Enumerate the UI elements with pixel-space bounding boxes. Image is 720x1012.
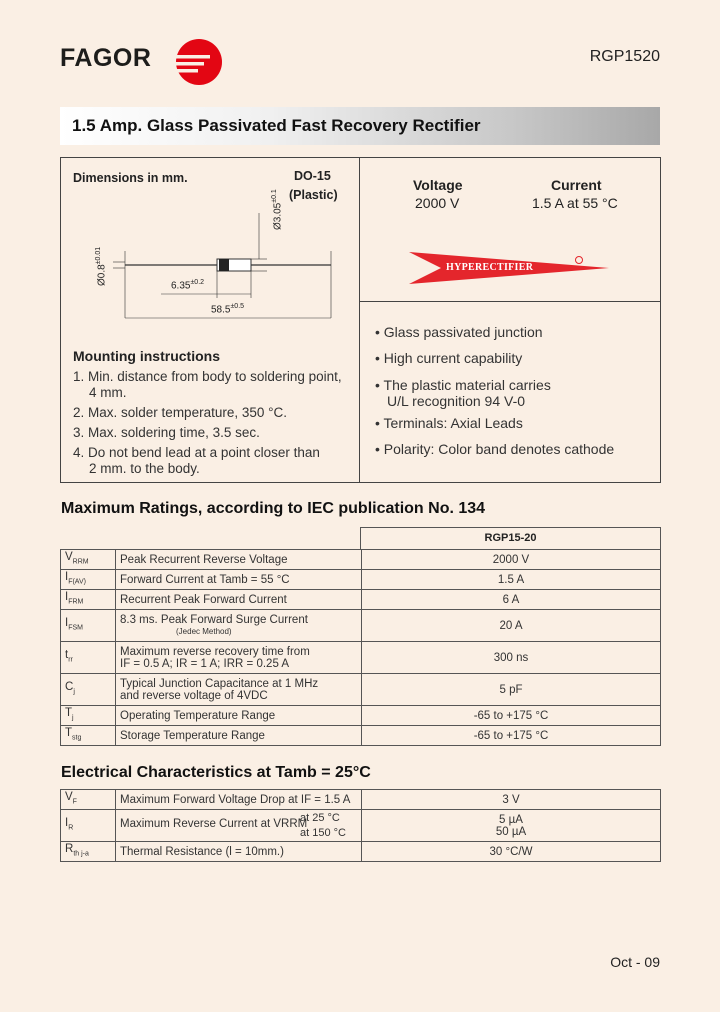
mounting-item: 3. Max. soldering time, 3.5 sec. — [73, 425, 260, 440]
mounting-item-cont: 2 mm. to the body. — [89, 461, 200, 476]
voltage-value: 2000 V — [415, 195, 460, 211]
package-name: DO-15 — [294, 169, 331, 183]
table-row: $I_R$ Maximum Reverse Current at VRRM at 25 °C at 150 °C 5 µA 50 µA — [61, 810, 661, 842]
table-row: $I_{FRM}$ Recurrent Peak Forward Current 6 A — [61, 590, 661, 610]
mounting-item: 2. Max. solder temperature, 350 °C. — [73, 405, 288, 420]
feature-item-cont: U/L recognition 94 V-0 — [387, 393, 526, 409]
mounting-list — [73, 369, 342, 477]
table-row: $C_j$ Typical Junction Capacitance at 1 MHz and reverse voltage of 4VDC 5 pF — [61, 674, 661, 706]
total-length-tol: ±0.5 — [230, 303, 245, 310]
mounting-title: Mounting instructions — [73, 348, 220, 364]
voltage-label: Voltage — [413, 177, 463, 193]
lead-diameter-tol: ±0.01 — [95, 246, 102, 265]
feature-item: • Glass passivated junction — [375, 324, 543, 340]
table-row: $V_{RRM}$ Peak Recurrent Reverse Voltage 2000 V — [61, 550, 661, 570]
table-row: $T_j$ Operating Temperature Range -65 to +175 °C — [61, 706, 661, 726]
feature-item: • Polarity: Color band denotes cathode — [375, 441, 615, 457]
max-ratings-title: Maximum Ratings, according to IEC publication No. 134 — [61, 500, 486, 517]
lead-diameter-dim: Ø0.8 — [96, 264, 108, 286]
body-length-tol: ±0.2 — [190, 279, 205, 286]
brand-name: FAGOR — [60, 44, 152, 72]
table-row: $I_{F(AV)}$ Forward Current at Tamb = 55 °C 1.5 A — [61, 570, 661, 590]
page-title: 1.5 Amp. Glass Passivated Fast Recovery Rectifier — [72, 116, 481, 135]
feature-list — [375, 324, 614, 457]
title-bar — [60, 107, 660, 145]
mounting-item: 4. Do not bend lead at a point closer than — [73, 445, 320, 460]
dimensions-label: Dimensions in mm. — [73, 171, 188, 185]
body-length-dim: 6.35 — [171, 280, 191, 292]
hyperectifier-logo-text: HYPERECTIFIER — [446, 262, 534, 273]
spec-box — [60, 157, 661, 483]
current-value: 1.5 A at 55 °C — [532, 195, 618, 211]
package-type: (Plastic) — [289, 188, 338, 202]
footer-date: Oct - 09 — [610, 954, 660, 970]
total-length-dim: 58.5 — [211, 304, 231, 316]
mounting-item: 1. Min. distance from body to soldering point, — [73, 369, 342, 384]
feature-item: • Terminals: Axial Leads — [375, 415, 523, 431]
max-ratings-table — [60, 549, 661, 746]
electrical-title: Electrical Characteristics at Tamb = 25°C — [61, 764, 371, 781]
body-diameter-dim: Ø3.05 — [272, 202, 284, 230]
max-ratings-column-header: RGP15-20 — [360, 527, 661, 549]
table-row: $t_{rr}$ Maximum reverse recovery time from IF = 0.5 A; IR = 1 A; IRR = 0.25 A 300 ns — [61, 642, 661, 674]
feature-item: • High current capability — [375, 350, 523, 366]
fagor-logo-icon — [170, 38, 228, 86]
table-row: $I_{FSM}$ 8.3 ms. Peak Forward Surge Current (Jedec Method) 20 A — [61, 610, 661, 642]
mounting-item-cont: 4 mm. — [89, 385, 127, 400]
table-row: $V_F$ Maximum Forward Voltage Drop at IF = 1.5 A 3 V — [61, 790, 661, 810]
electrical-table — [60, 789, 661, 862]
current-label: Current — [551, 177, 602, 193]
table-row: $T_{stg}$ Storage Temperature Range -65 to +175 °C — [61, 726, 661, 746]
part-number: RGP1520 — [589, 48, 660, 65]
feature-item: • The plastic material carries — [375, 377, 551, 393]
table-row: $R_{th j-a}$ Thermal Resistance (l = 10mm.) 30 °C/W — [61, 842, 661, 862]
body-diameter-tol: ±0.1 — [271, 189, 278, 203]
